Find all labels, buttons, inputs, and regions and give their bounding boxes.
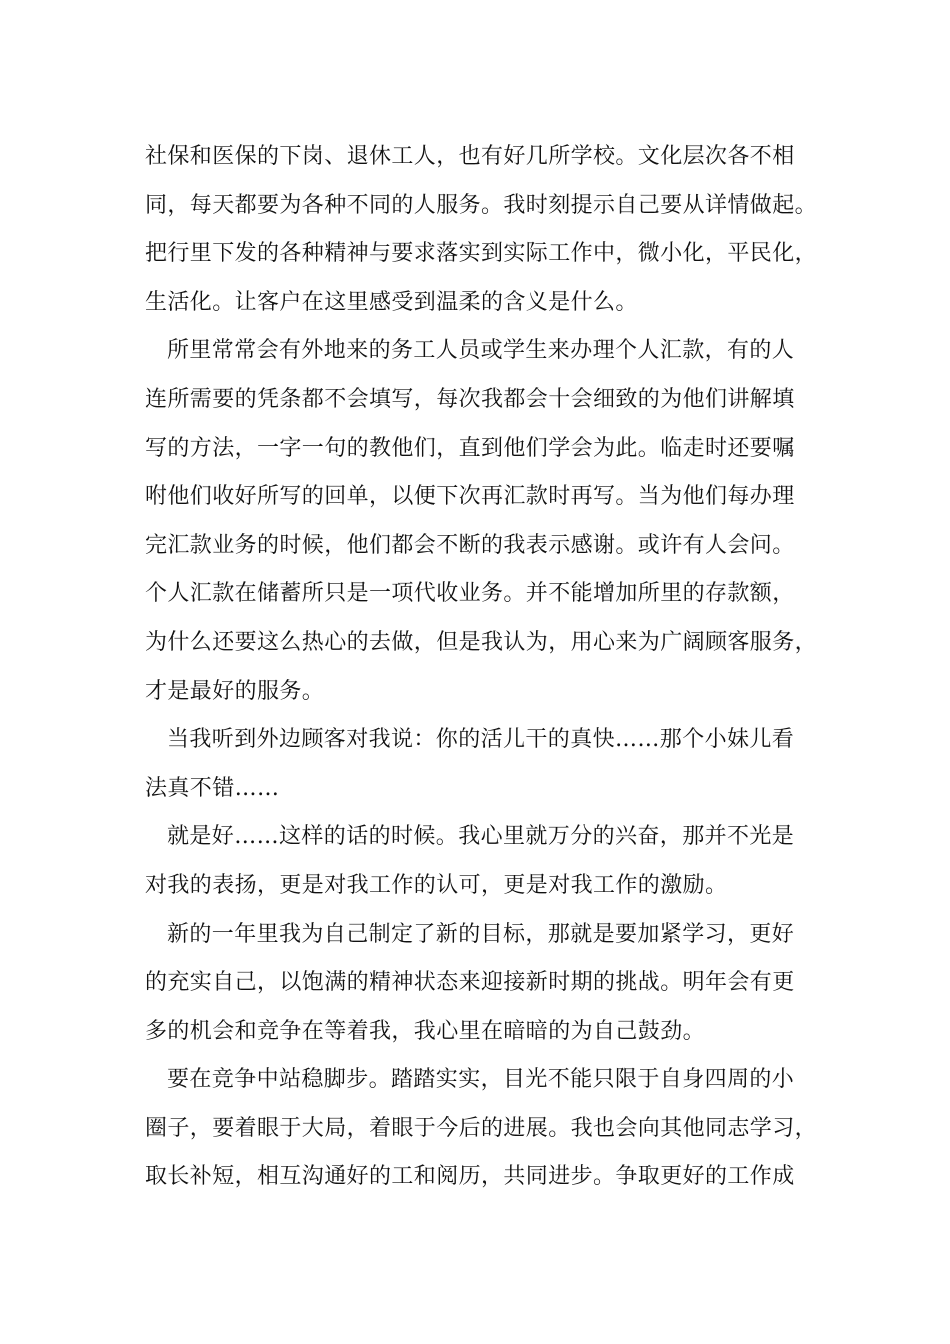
text-line: 对我的表扬，更是对我工作的认可，更是对我工作的激励。 [145, 872, 728, 898]
paragraph-start-line: 所里常常会有外地来的务工人员或学生来办理个人汇款，有的人 [167, 338, 795, 364]
text-line: 写的方法，一字一句的教他们，直到他们学会为此。临走时还要嘱 [145, 435, 795, 461]
text-line: 咐他们收好所写的回单，以便下次再汇款时再写。当为他们每办理 [145, 484, 795, 510]
text-line: 为什么还要这么热心的去做，但是我认为，用心来为广阔顾客服务， [145, 629, 818, 655]
text-line: 多的机会和竞争在等着我，我心里在暗暗的为自己鼓劲。 [145, 1018, 706, 1044]
paragraph-start-line: 新的一年里我为自己制定了新的目标，那就是要加紧学习，更好 [167, 921, 795, 947]
text-line: 同，每天都要为各种不同的人服务。我时刻提示自己要从详情做起。 [145, 192, 818, 218]
text-line: 社保和医保的下岗、退休工人，也有好几所学校。文化层次各不相 [145, 144, 795, 169]
text-line: 连所需要的凭条都不会填写，每次我都会十会细致的为他们讲解填 [145, 386, 795, 412]
paragraph-start-line: 当我听到外边顾客对我说：你的活儿干的真快……那个小妹儿看 [167, 727, 795, 753]
text-line: 个人汇款在储蓄所只是一项代收业务。并不能增加所里的存款额， [145, 581, 795, 607]
paragraph-start-line: 就是好……这样的话的时候。我心里就万分的兴奋，那并不光是 [167, 824, 795, 850]
text-line: 的充实自己，以饱满的精神状态来迎接新时期的挑战。明年会有更 [145, 970, 795, 996]
paragraph-start-line: 要在竞争中站稳脚步。踏踏实实，目光不能只限于自身四周的小 [167, 1067, 795, 1093]
text-line: 取长补短，相互沟通好的工和阅历，共同进步。争取更好的工作成 [145, 1164, 795, 1190]
text-line: 才是最好的服务。 [145, 678, 325, 704]
document-body [145, 133, 825, 1202]
text-line: 法真不错…… [145, 775, 280, 801]
text-line: 把行里下发的各种精神与要求落实到实际工作中，微小化，平民化， [145, 241, 818, 267]
text-line: 生活化。让客户在这里感受到温柔的含义是什么。 [145, 289, 638, 315]
text-line: 完汇款业务的时候，他们都会不断的我表示感谢。或许有人会问。 [145, 532, 795, 558]
text-line: 圈子，要着眼于大局，着眼于今后的进展。我也会向其他同志学习， [145, 1115, 818, 1141]
